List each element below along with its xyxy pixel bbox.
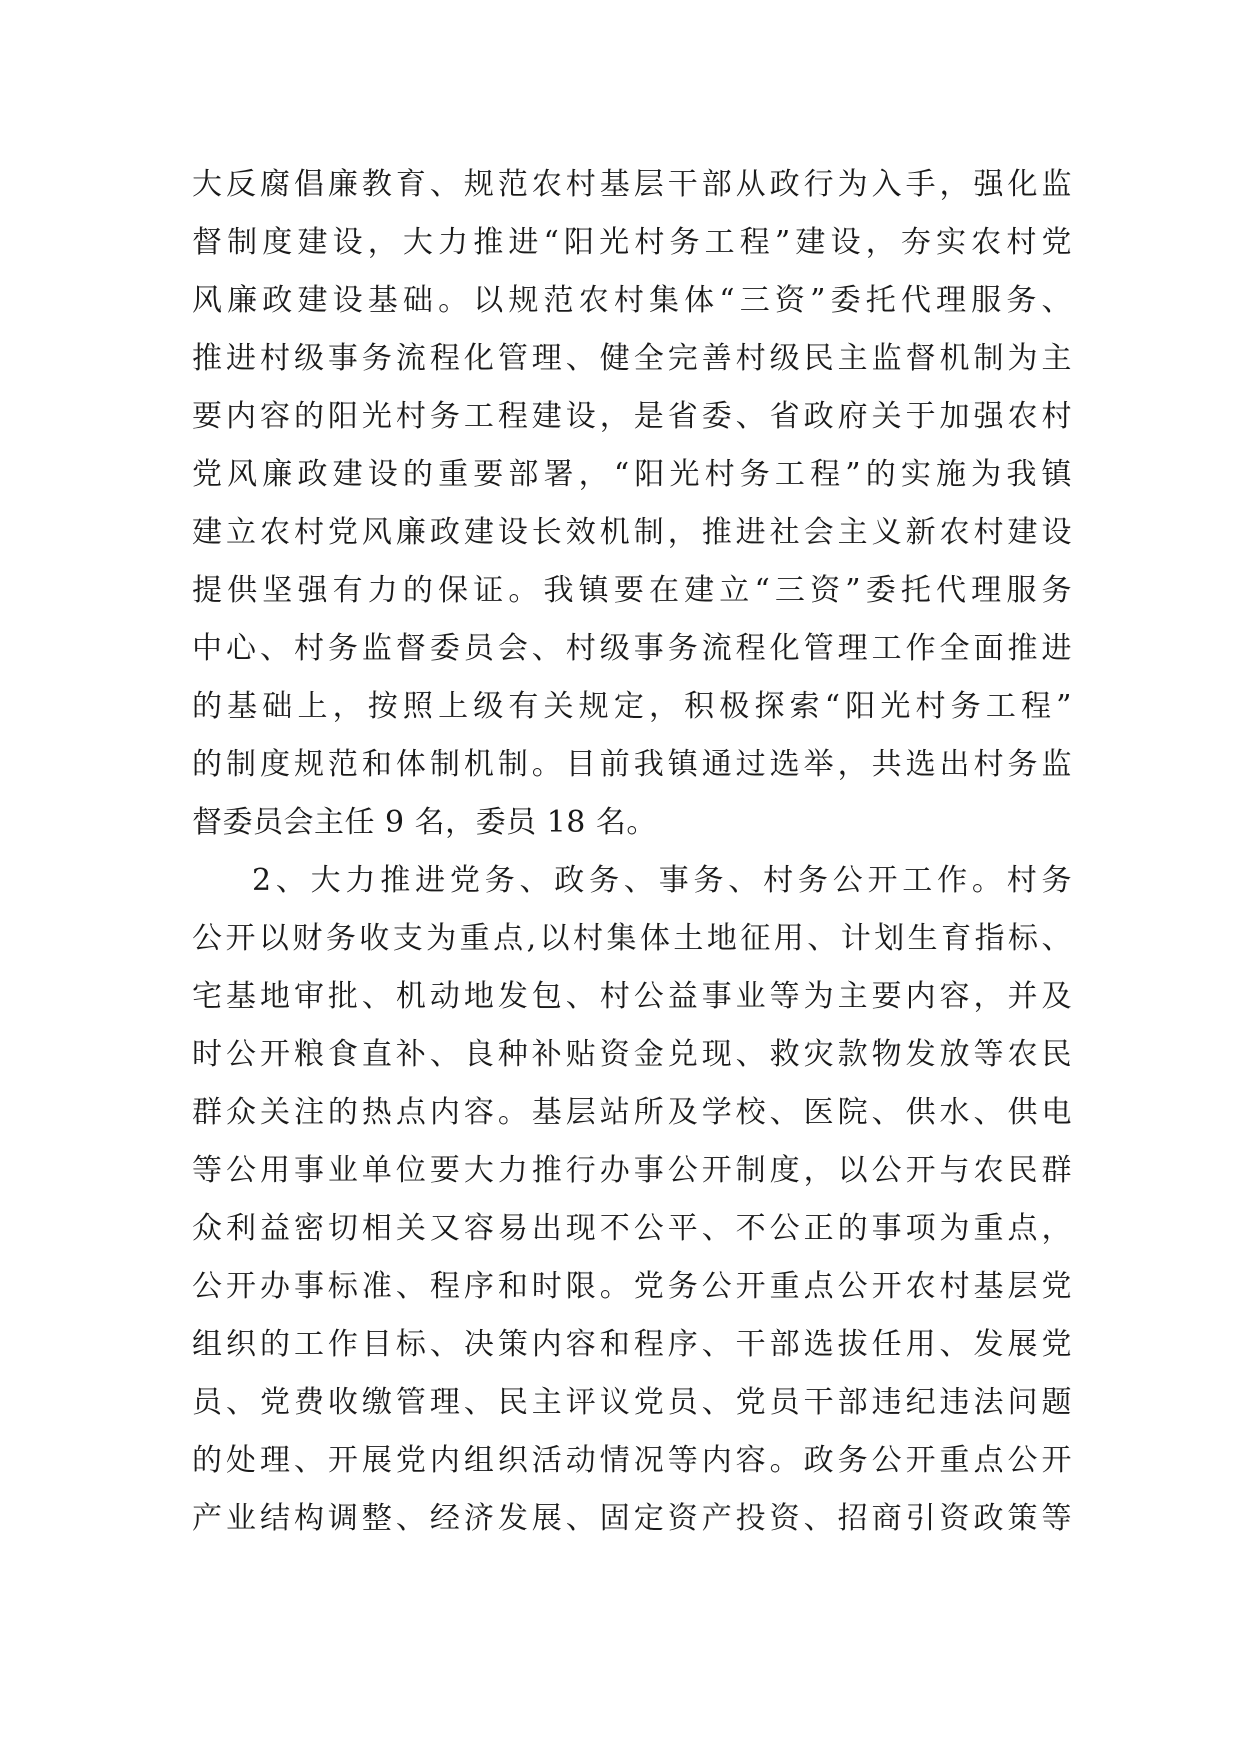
paragraph-line: 宅基地审批、机动地发包、村公益事业等为主要内容，并及 [192, 979, 1072, 1014]
paragraph-line: 的处理、开展党内组织活动情况等内容。政务公开重点公开 [192, 1443, 1072, 1478]
paragraph-line: 建立农村党风廉政建设长效机制，推进社会主义新农村建设 [192, 515, 1072, 550]
paragraph-line: 党风廉政建设的重要部署，“阳光村务工程”的实施为我镇 [192, 457, 1072, 492]
paragraph-line: 提供坚强有力的保证。我镇要在建立“三资”委托代理服务 [192, 573, 1072, 608]
paragraph-line: 产业结构调整、经济发展、固定资产投资、招商引资政策等 [192, 1501, 1072, 1536]
paragraph-line: 公开办事标准、程序和时限。党务公开重点公开农村基层党 [192, 1269, 1072, 1304]
paragraph-line: 督制度建设，大力推进“阳光村务工程”建设，夯实农村党 [192, 225, 1072, 260]
paragraph-line: 员、党费收缴管理、民主评议党员、党员干部违纪违法问题 [192, 1385, 1072, 1420]
paragraph-line: 推进村级事务流程化管理、健全完善村级民主监督机制为主 [192, 341, 1072, 376]
paragraph-line: 时公开粮食直补、良种补贴资金兑现、救灾款物发放等农民 [192, 1037, 1072, 1072]
paragraph-line: 群众关注的热点内容。基层站所及学校、医院、供水、供电 [192, 1095, 1072, 1130]
document-body [192, 156, 1072, 1548]
paragraph-line: 督委员会主任 9 名，委员 18 名。 [192, 805, 657, 840]
paragraph-line: 众利益密切相关又容易出现不公平、不公正的事项为重点， [192, 1211, 1072, 1246]
paragraph-first-line: 2、大力推进党务、政务、事务、村务公开工作。村务 [252, 863, 1072, 898]
paragraph-line: 等公用事业单位要大力推行办事公开制度，以公开与农民群 [192, 1153, 1072, 1188]
paragraph-line: 要内容的阳光村务工程建设，是省委、省政府关于加强农村 [192, 399, 1072, 434]
paragraph-line: 公开以财务收支为重点,以村集体土地征用、计划生育指标、 [192, 921, 1072, 956]
paragraph-line: 组织的工作目标、决策内容和程序、干部选拔任用、发展党 [192, 1327, 1072, 1362]
paragraph-line: 风廉政建设基础。以规范农村集体“三资”委托代理服务、 [192, 283, 1072, 318]
paragraph-line: 中心、村务监督委员会、村级事务流程化管理工作全面推进 [192, 631, 1072, 666]
paragraph-line: 大反腐倡廉教育、规范农村基层干部从政行为入手，强化监 [192, 167, 1072, 202]
paragraph-line: 的基础上，按照上级有关规定，积极探索“阳光村务工程” [192, 689, 1072, 724]
paragraph-line: 的制度规范和体制机制。目前我镇通过选举，共选出村务监 [192, 747, 1072, 782]
